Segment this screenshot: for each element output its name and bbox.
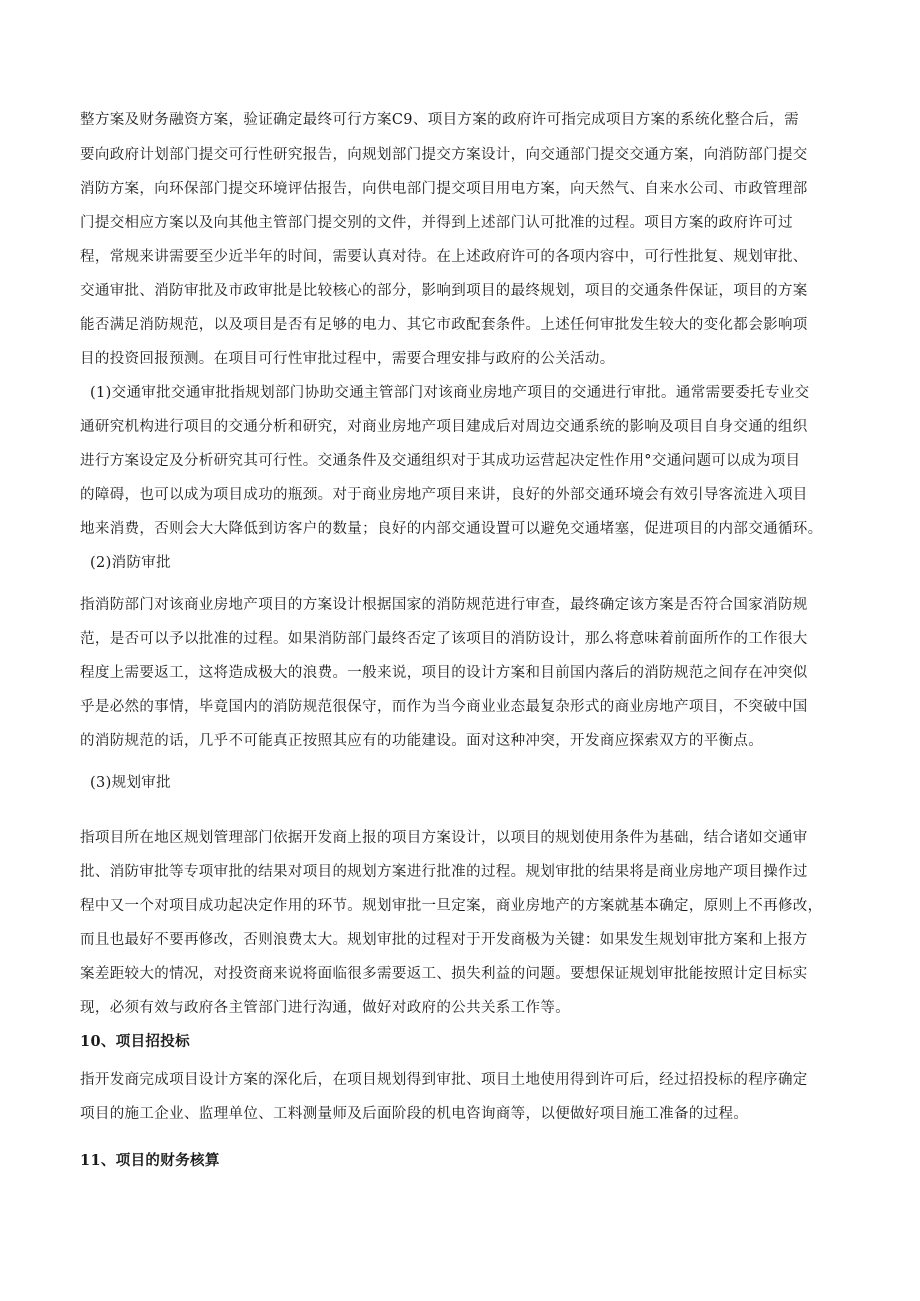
tender-heading: 10、项目招投标	[80, 1033, 190, 1050]
text-line: (1)交通审批交通审批指规划部门协助交通主管部门对该商业房地产项目的交通进行审批。通常需要委托专业交	[90, 385, 810, 401]
text-line: 整方案及财务融资方案，验证确定最终可行方案C9、项目方案的政府许可指完成项目方案的系统化整合后，需	[80, 112, 799, 128]
text-line: 指项目所在地区规划管理部门依据开发商上报的项目方案设计，以项目的规划使用条件为基础，结合诸如交通审	[80, 830, 808, 846]
text-line: 进行方案设定及分析研究其可行性。交通条件及交通组织对于其成功运营起决定性作用°交通问题可以成为项目	[80, 453, 801, 469]
text-line: 项目的施工企业、监理单位、工料测量师及后面阶段的机电咨询商等，以便做好项目施工准备的过程。	[80, 1106, 749, 1122]
fire-approval-heading: (2)消防审批	[90, 555, 171, 571]
text-line: 门提交相应方案以及向其他主管部门提交别的文件，并得到上述部门认可批准的过程。项目方案的政府许可过	[80, 215, 793, 231]
text-line: 的消防规范的话，几乎不可能真正按照其应有的功能建设。面对这种冲突，开发商应探索双方的平衡点。	[80, 733, 764, 749]
text-line: 程中又一个对项目成功起决定作用的环节。规划审批一旦定案，商业房地产的方案就基本确定，原则上不再修改，	[80, 898, 823, 914]
text-line: 目的投资回报预测。在项目可行性审批过程中，需要合理安排与政府的公关活动。	[80, 351, 615, 367]
text-line: 程度上需要返工，这将造成极大的浪费。一般来说，项目的设计方案和目前国内落后的消防规范之间存在冲突似	[80, 665, 808, 681]
text-line: 批、消防审批等专项审批的结果对项目的规划方案进行批准的过程。规划审批的结果将是商业房地产项目操作过	[80, 864, 808, 880]
text-line: 的障碍，也可以成为项目成功的瓶颈。对于商业房地产项目来讲，良好的外部交通环境会有效引导客流进入项目	[80, 487, 808, 503]
text-line: 能否满足消防规范，以及项目是否有足够的电力、其它市政配套条件。上述任何审批发生较大的变化都会影响项	[80, 317, 808, 333]
text-line: 范，是否可以予以批准的过程。如果消防部门最终否定了该项目的消防设计，那么将意味着前面所作的工作很大	[80, 631, 808, 647]
text-line: 现，必须有效与政府各主管部门进行沟通，做好对政府的公共关系工作等。	[80, 1000, 571, 1016]
text-line: 案差距较大的情况，对投资商来说将面临很多需要返工、损失利益的问题。要想保证规划审批能按照计定目标实	[80, 966, 808, 982]
text-line: 指开发商完成项目设计方案的深化后，在项目规划得到审批、项目土地使用得到许可后，经过招投标的程序确定	[80, 1072, 808, 1088]
text-line: 指消防部门对该商业房地产项目的方案设计根据国家的消防规范进行审查，最终确定该方案是否符合国家消防规	[80, 597, 808, 613]
finance-heading: 11、项目的财务核算	[80, 1152, 220, 1169]
text-line: 程，常规来讲需要至少近半年的时间，需要认真对待。在上述政府许可的各项内容中，可行性批复、规划审批、	[80, 249, 808, 265]
text-line: 消防方案，向环保部门提交环境评估报告，向供电部门提交项目用电方案，向天然气、自来水公司、市政管理部	[80, 181, 808, 197]
text-line: 通研究机构进行项目的交通分析和研究，对商业房地产项目建成后对周边交通系统的影响及项目自身交通的组织	[80, 419, 808, 435]
text-line: 交通审批、消防审批及市政审批是比较核心的部分，影响到项目的最终规划，项目的交通条件保证，项目的方案	[80, 283, 808, 299]
text-line: 地来消费，否则会大大降低到访客户的数量；良好的内部交通设置可以避免交通堵塞，促进项目的内部交通循环。	[80, 521, 823, 537]
planning-approval-heading: (3)规划审批	[90, 775, 171, 791]
text-line: 要向政府计划部门提交可行性研究报告，向规划部门提交方案设计，向交通部门提交交通方案，向消防部门提交	[80, 147, 808, 163]
text-line: 乎是必然的事情，毕竟国内的消防规范很保守，而作为当今商业业态最复杂形式的商业房地产项目，不突破中国	[80, 699, 808, 715]
text-line: 而且也最好不要再修改，否则浪费太大。规划审批的过程对于开发商极为关键：如果发生规划审批方案和上报方	[80, 932, 808, 948]
